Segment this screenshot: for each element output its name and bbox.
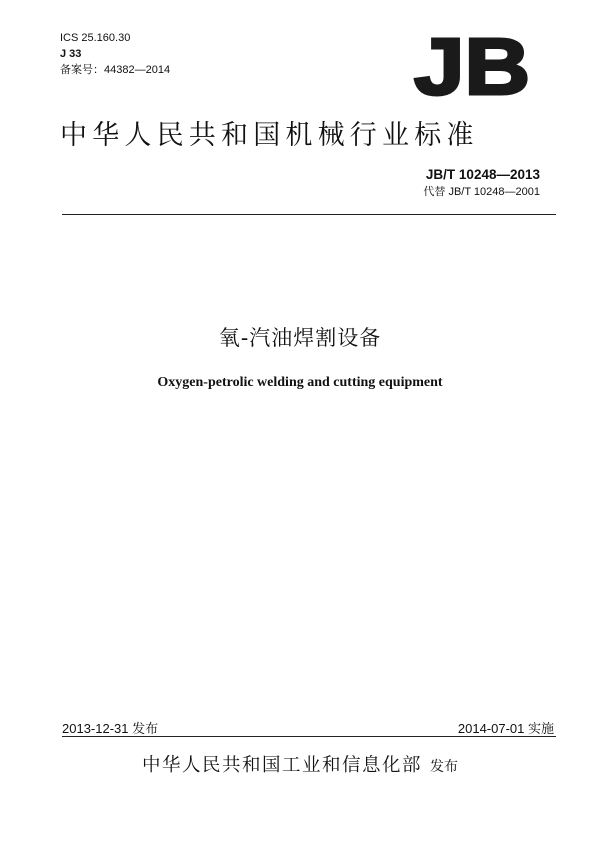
jb-logo [412, 34, 532, 98]
top-divider [62, 214, 556, 215]
document-title-cn: 氧-汽油焊割设备 [218, 326, 382, 350]
publisher-name: 中华人民共和国工业和信息化部 [141, 755, 422, 776]
ics-code: ICS 25.160.30 [60, 32, 131, 44]
classification-block [60, 30, 170, 78]
document-title-en: Oxygen-petrolic welding and cutting equipment [157, 375, 443, 390]
bottom-divider [62, 736, 556, 737]
jb-logo-text: JB [414, 34, 530, 98]
issue-date: 2013-12-31 发布 [62, 721, 159, 736]
publisher-suffix: 发布 [430, 759, 458, 775]
standard-category-title: 中华人民共和国机械行业标准 [60, 120, 479, 151]
replaces-code: 代替 JB/T 10248—2001 [423, 186, 540, 198]
standard-code-block [423, 166, 540, 200]
publisher-line [0, 751, 600, 777]
record-number: 备案号：44382—2014 [60, 64, 171, 76]
implement-date: 2014-07-01 实施 [457, 721, 554, 736]
standard-code: JB/T 10248—2013 [425, 167, 540, 182]
class-code: J 33 [60, 48, 82, 60]
